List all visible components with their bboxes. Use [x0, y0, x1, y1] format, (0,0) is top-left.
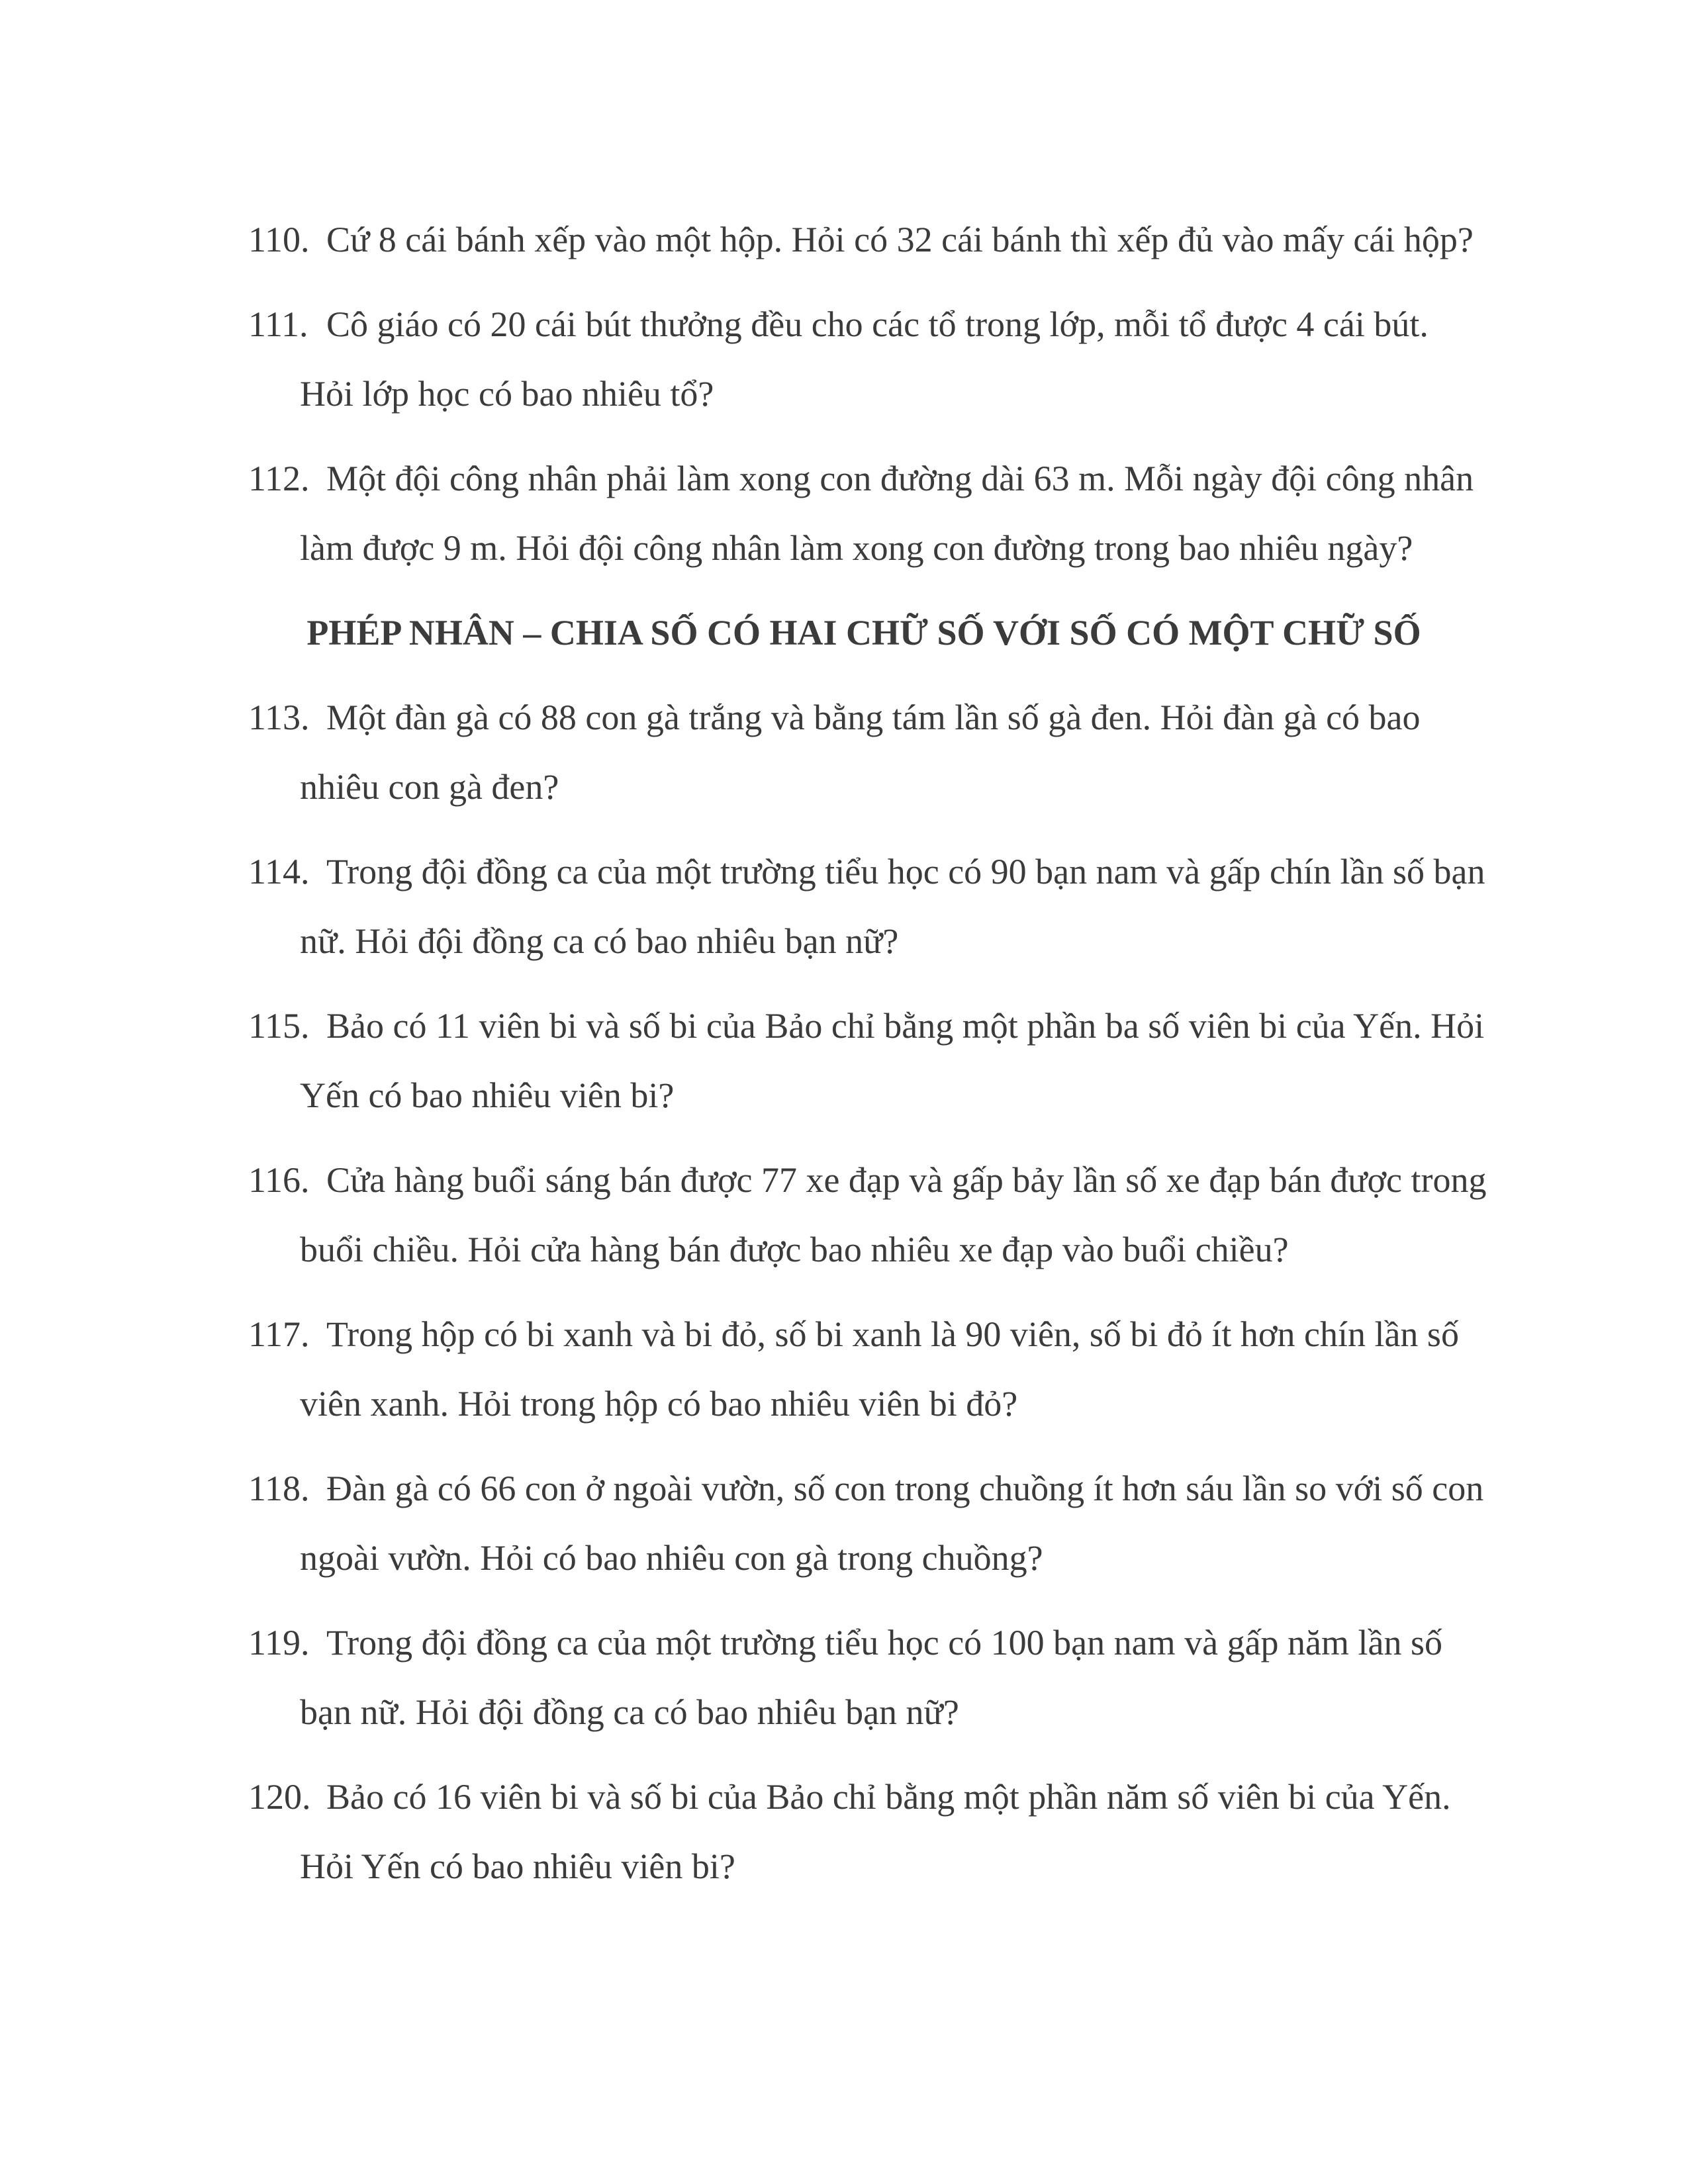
problem-number: 110. [248, 220, 310, 259]
problem-text: Cửa hàng buổi sáng bán được 77 xe đạp và gấp bảy lần số xe đạp bán được trong [326, 1160, 1487, 1200]
problem-text: Một đội công nhân phải làm xong con đường dài 63 m. Mỗi ngày đội công nhân [326, 459, 1474, 498]
problem-text: Trong hộp có bi xanh và bi đỏ, số bi xanh là 90 viên, số bi đỏ ít hơn chín lần số [326, 1314, 1459, 1354]
problem-line-continuation: buổi chiều. Hỏi cửa hàng bán được bao nhiêu xe đạp vào buổi chiều? [300, 1230, 1289, 1269]
problem-line-continuation: Yến có bao nhiêu viên bi? [300, 1075, 675, 1115]
problem-number: 116. [248, 1160, 310, 1200]
problem-item [248, 1300, 1546, 1439]
problem-text: Cô giáo có 20 cái bút thưởng đều cho các tổ trong lớp, mỗi tổ được 4 cái bút. [326, 304, 1429, 344]
problem-line-continuation: làm được 9 m. Hỏi đội công nhân làm xong con đường trong bao nhiêu ngày? [300, 528, 1413, 568]
problem-text: Trong đội đồng ca của một trường tiểu học có 90 bạn nam và gấp chín lần số bạn [326, 852, 1485, 891]
problem-line-continuation: ngoài vườn. Hỏi có bao nhiêu con gà trong chuồng? [300, 1538, 1043, 1578]
problem-item [248, 991, 1546, 1130]
problem-line-continuation: viên xanh. Hỏi trong hộp có bao nhiêu viên bi đỏ? [300, 1384, 1018, 1424]
problem-group-division [248, 205, 1546, 583]
problem-line-continuation: Hỏi lớp học có bao nhiêu tổ? [300, 374, 714, 414]
problem-number: 117. [248, 1314, 310, 1354]
problem-number: 119. [248, 1623, 310, 1662]
problem-item [248, 290, 1546, 429]
problem-line-first [248, 1608, 1546, 1678]
problem-number: 112. [248, 459, 310, 498]
problem-group-mul-div [248, 683, 1546, 1901]
problem-line-continuation: nhiêu con gà đen? [300, 767, 559, 807]
problem-number: 114. [248, 852, 310, 891]
section-heading: PHÉP NHÂN – CHIA SỐ CÓ HAI CHỮ SỐ VỚI SỐ CÓ MỘT CHỮ SỐ [306, 613, 1421, 653]
problem-item [248, 1608, 1546, 1747]
problem-text: Bảo có 11 viên bi và số bi của Bảo chỉ bằng một phần ba số viên bi của Yến. Hỏi [326, 1006, 1485, 1046]
problem-item [248, 1454, 1546, 1593]
problem-item [248, 837, 1546, 976]
problem-line-first [248, 205, 1546, 275]
problem-line-first [248, 1454, 1546, 1524]
problem-list [248, 205, 1546, 1917]
problem-item [248, 205, 1546, 275]
problem-line-continuation: bạn nữ. Hỏi đội đồng ca có bao nhiêu bạn nữ? [300, 1692, 959, 1732]
problem-item [248, 683, 1546, 822]
problem-line-continuation: nữ. Hỏi đội đồng ca có bao nhiêu bạn nữ? [300, 921, 899, 961]
problem-number: 120. [248, 1777, 311, 1817]
problem-line-first [248, 1762, 1546, 1832]
problem-line-first [248, 991, 1546, 1061]
problem-text: Cứ 8 cái bánh xếp vào một hộp. Hỏi có 32 cái bánh thì xếp đủ vào mấy cái hộp? [326, 220, 1474, 259]
problem-line-first [248, 683, 1546, 752]
problem-text: Đàn gà có 66 con ở ngoài vườn, số con trong chuồng ít hơn sáu lần so với số con [326, 1469, 1484, 1508]
problem-line-first [248, 1300, 1546, 1369]
problem-item [248, 1146, 1546, 1285]
problem-line-first [248, 290, 1546, 359]
problem-number: 115. [248, 1006, 310, 1046]
problem-text: Bảo có 16 viên bi và số bi của Bảo chỉ bằng một phần năm số viên bi của Yến. [326, 1777, 1451, 1817]
problem-item [248, 1762, 1546, 1901]
problem-line-continuation: Hỏi Yến có bao nhiêu viên bi? [300, 1846, 735, 1886]
problem-line-first [248, 1146, 1546, 1215]
problem-number: 111. [248, 304, 308, 344]
problem-text: Một đàn gà có 88 con gà trắng và bằng tám lần số gà đen. Hỏi đàn gà có bao [326, 698, 1421, 737]
problem-item [248, 444, 1546, 583]
problem-number: 118. [248, 1469, 310, 1508]
problem-text: Trong đội đồng ca của một trường tiểu học có 100 bạn nam và gấp năm lần số [326, 1623, 1442, 1662]
problem-line-first [248, 837, 1546, 907]
problem-number: 113. [248, 698, 310, 737]
problem-line-first [248, 444, 1546, 514]
